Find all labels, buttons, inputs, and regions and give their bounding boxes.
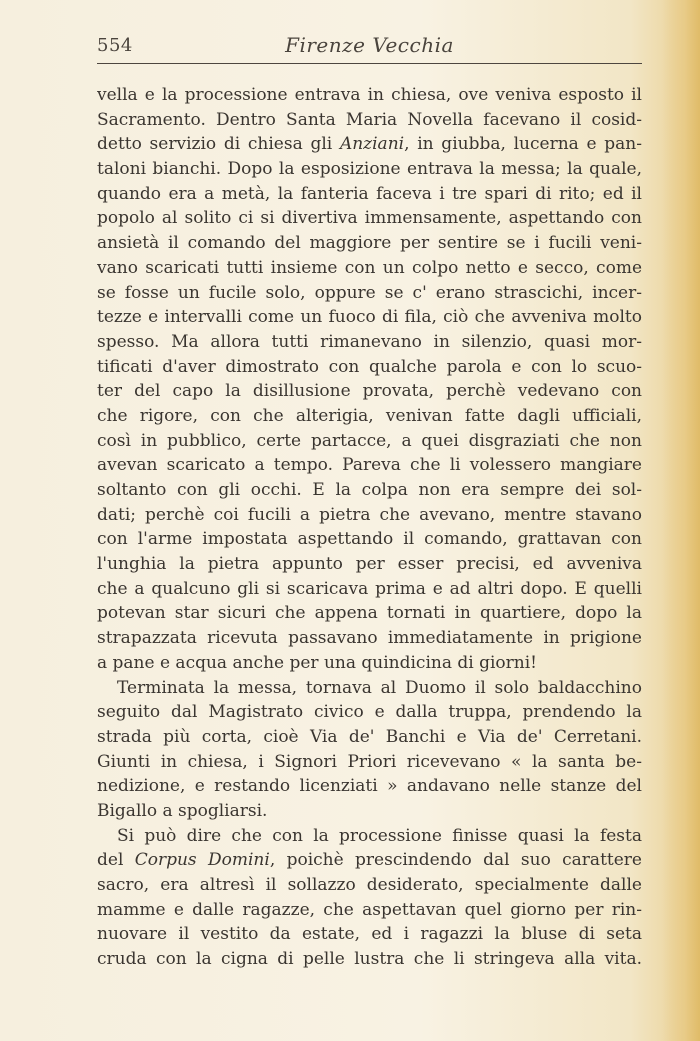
text-line: se fosse un fucile solo, oppure se c' erano strascichi, incer-	[97, 282, 642, 303]
text-line: l'unghia la pietra appunto per esser precisi, ed avveniva	[97, 554, 642, 575]
text-line: strapazzata ricevuta passavano immediatamente in prigione	[97, 628, 642, 649]
text-line: dati; perchè coi fucili a pietra che avevano, mentre stavano	[97, 504, 642, 525]
text-line: potevan star sicuri che appena tornati in quartiere, dopo la	[97, 603, 642, 624]
header-rule	[97, 63, 642, 64]
text-line: vella e la processione entrava in chiesa, ove veniva esposto il	[97, 85, 642, 105]
running-title: Firenze Vecchia	[285, 33, 454, 57]
text-line: Terminata la messa, tornava al Duomo il solo baldacchino	[117, 677, 642, 698]
text-line: Bigallo a spogliarsi.	[97, 800, 268, 821]
text-line: quando era a metà, la fanteria faceva i tre spari di rito; ed il	[97, 183, 642, 204]
text-line: così in pubblico, certe partacce, a quei disgraziati che non	[97, 430, 642, 451]
page-header	[97, 33, 642, 63]
text-line: taloni bianchi. Dopo la esposizione entrava la messa; la quale,	[97, 159, 642, 180]
text-line: sacro, era altresì il sollazzo desiderato, specialmente dalle	[97, 875, 642, 895]
text-line: che a qualcuno gli si scaricava prima e ad altri dopo. E quelli	[97, 578, 642, 599]
text-line: ter del capo la disillusione provata, perchè vedevano con	[97, 381, 642, 402]
text-line: avevan scaricato a tempo. Pareva che li volessero mangiare	[97, 455, 642, 476]
text-line: cruda con la cigna di pelle lustra che li stringeva alla vita.	[97, 949, 642, 970]
page-edge-shading	[662, 0, 700, 1041]
text-line: ansietà il comando del maggiore per sentire se i fucili veni-	[97, 233, 642, 254]
italic-term: Anziani	[339, 134, 405, 155]
text-line: del Corpus Domini, poichè prescindendo dal suo carattere	[97, 850, 642, 871]
text-line: strada più corta, cioè Via de' Banchi e Via de' Cerretani.	[97, 726, 642, 747]
text-line: Si può dire che con la processione finisse quasi la festa	[117, 825, 642, 846]
text-line: vano scaricati tutti insieme con un colpo netto e secco, come	[97, 257, 642, 278]
body-text	[97, 83, 642, 972]
text-line: con l'arme impostata aspettando il comando, grattavan con	[97, 529, 642, 550]
italic-term: Corpus Domini	[134, 850, 270, 871]
text-line: soltanto con gli occhi. E la colpa non era sempre dei sol-	[97, 480, 642, 500]
text-line: mamme e dalle ragazze, che aspettavan quel giorno per rin-	[97, 899, 642, 920]
text-line: nedizione, e restando licenziati » andavano nelle stanze del	[97, 776, 642, 797]
page-number: 554	[97, 35, 133, 56]
text-line: tezze e intervalli come un fuoco di fila, ciò che avveniva molto	[97, 307, 642, 328]
text-line: seguito dal Magistrato civico e dalla truppa, prendendo la	[97, 702, 642, 723]
text-line: tificati d'aver dimostrato con qualche parola e con lo scuo-	[97, 356, 642, 377]
text-line: spesso. Ma allora tutti rimanevano in silenzio, quasi mor-	[97, 331, 642, 352]
text-line: che rigore, con che alterigia, venivan fatte dagli ufficiali,	[97, 405, 642, 426]
text-line: detto servizio di chiesa gli Anziani, in giubba, lucerna e pan-	[97, 134, 642, 155]
text-line: popolo al solito ci si divertiva immensamente, aspettando con	[97, 208, 642, 229]
text-line: a pane e acqua anche per una quindicina di giorni!	[97, 652, 537, 673]
text-line: nuovare il vestito da estate, ed i ragazzi la bluse di seta	[97, 924, 642, 945]
text-line: Giunti in chiesa, i Signori Priori ricevevano « la santa be-	[97, 751, 642, 772]
text-line: Sacramento. Dentro Santa Maria Novella facevano il cosid-	[97, 109, 642, 130]
